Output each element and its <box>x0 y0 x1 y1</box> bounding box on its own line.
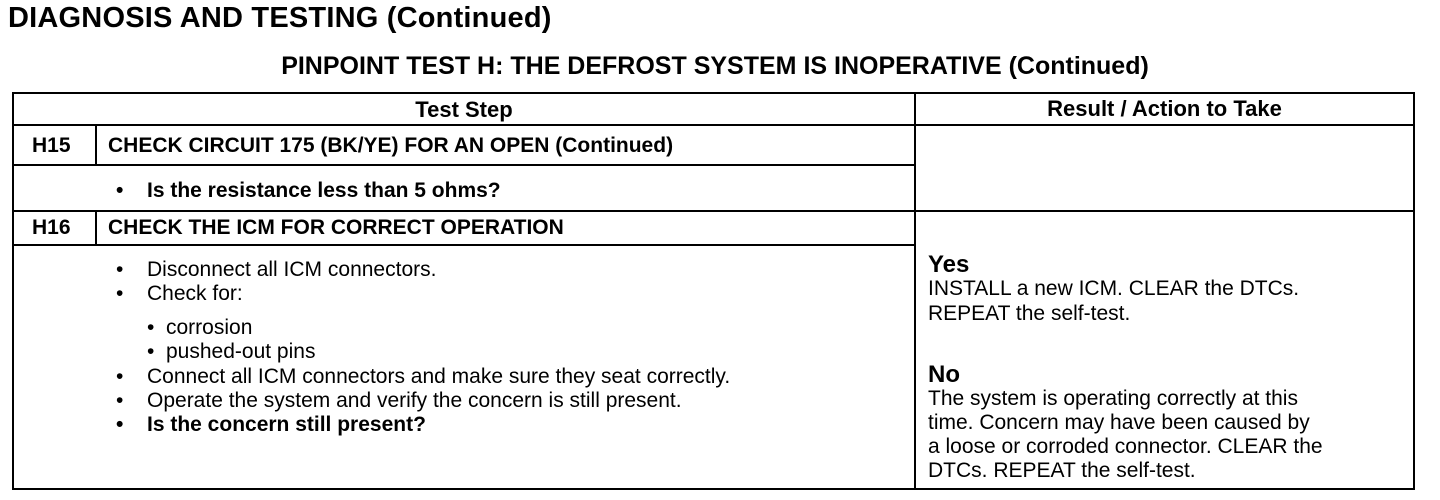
step-bullet: • <box>116 258 124 281</box>
no-action-line: DTCs. REPEAT the self-test. <box>928 459 1196 482</box>
yes-label: Yes <box>928 251 970 278</box>
result-header: Result / Action to Take <box>1047 96 1282 121</box>
step-bullet: • <box>116 282 124 305</box>
h15-question: Is the resistance less than 5 ohms? <box>147 179 501 202</box>
step-question: Is the concern still present? <box>147 413 426 436</box>
test-step-header: Test Step <box>415 97 513 122</box>
page-title: DIAGNOSIS AND TESTING (Continued) <box>8 2 552 34</box>
h15-bullet: • <box>116 179 124 202</box>
no-action-line: The system is operating correctly at this <box>928 387 1298 410</box>
header-divider <box>14 124 1413 126</box>
h15-step-id: H15 <box>32 134 71 157</box>
h15-id-divider <box>95 124 97 165</box>
h16-id-divider <box>95 210 97 245</box>
step-bullet: • <box>116 365 124 388</box>
step-disconnect: Disconnect all ICM connectors. <box>147 258 437 281</box>
sub-step-corrosion: corrosion <box>166 316 253 339</box>
yes-action-line: REPEAT the self-test. <box>928 302 1131 325</box>
h15-title-divider <box>14 164 916 166</box>
sub-bullet: • <box>147 316 155 339</box>
step-bullet: • <box>116 413 124 436</box>
step-check-for: Check for: <box>147 282 243 305</box>
yes-action-line: INSTALL a new ICM. CLEAR the DTCs. <box>928 277 1300 300</box>
h16-step-title: CHECK THE ICM FOR CORRECT OPERATION <box>108 216 564 239</box>
column-divider <box>914 94 916 488</box>
step-bullet: • <box>116 389 124 412</box>
no-action-line: a loose or corroded connector. CLEAR the <box>928 435 1323 458</box>
pinpoint-test-title: PINPOINT TEST H: THE DEFROST SYSTEM IS INOPERATIVE (Continued) <box>281 52 1149 80</box>
step-operate: Operate the system and verify the concern is still present. <box>147 389 682 412</box>
no-label: No <box>928 361 960 388</box>
h15-step-title: CHECK CIRCUIT 175 (BK/YE) FOR AN OPEN (Continued) <box>108 134 674 157</box>
sub-bullet: • <box>147 340 155 363</box>
no-action-line: time. Concern may have been caused by <box>928 411 1310 434</box>
sub-step-pins: pushed-out pins <box>166 340 316 363</box>
step-connect: Connect all ICM connectors and make sure they seat correctly. <box>147 365 731 388</box>
test-table <box>12 92 1415 490</box>
h16-title-divider <box>14 244 916 246</box>
h16-step-id: H16 <box>32 216 71 239</box>
h15-h16-divider <box>14 210 1413 212</box>
